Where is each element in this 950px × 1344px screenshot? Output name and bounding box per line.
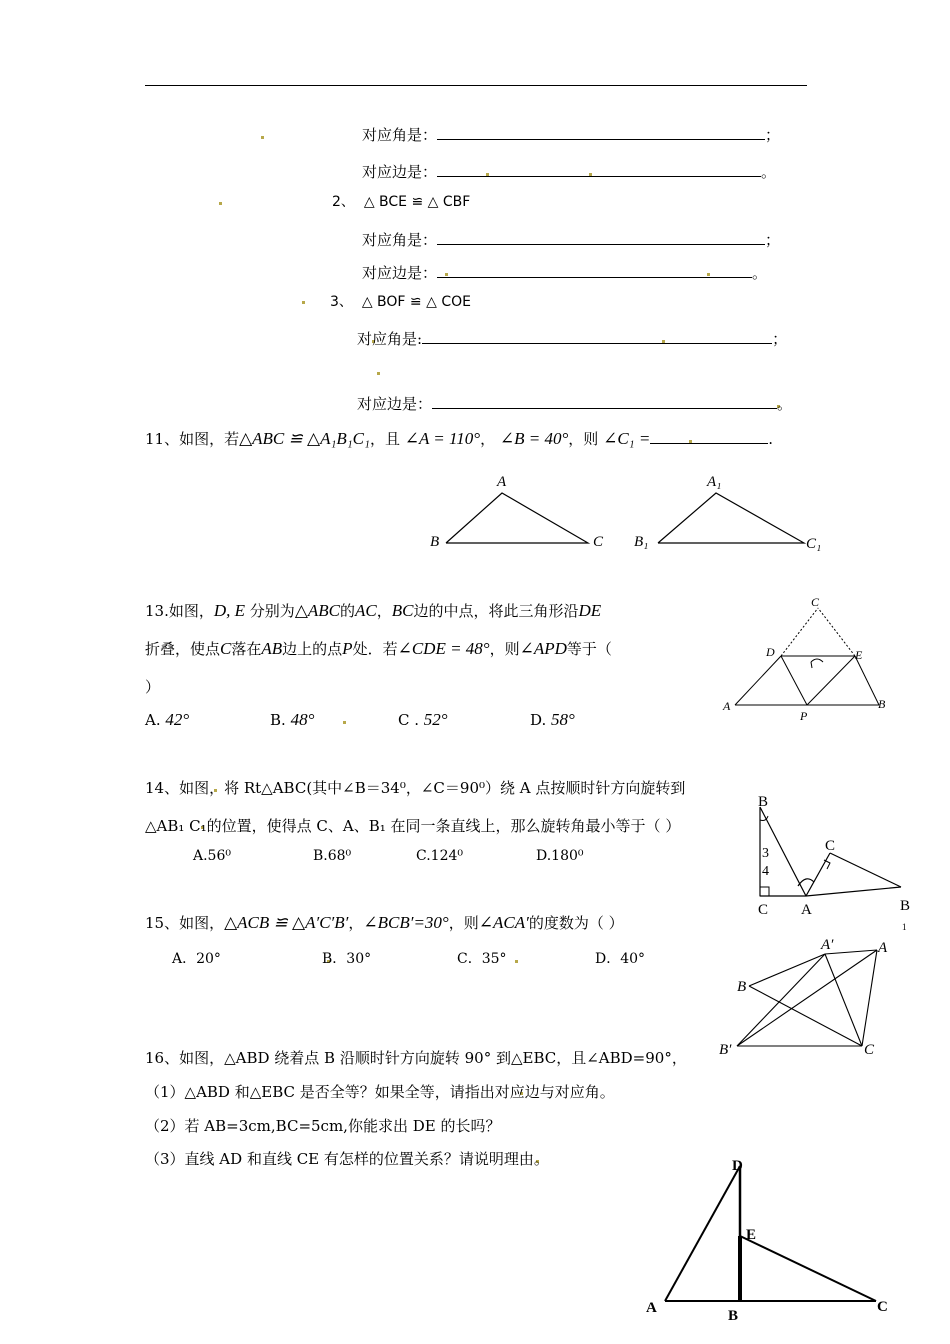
item3-side-blank[interactable] xyxy=(432,394,777,409)
item3-angle-end: ； xyxy=(772,330,788,348)
q14-label-c: C xyxy=(758,902,769,918)
q15-label-c: C xyxy=(864,1042,875,1058)
q13-option-b-label: B. xyxy=(270,711,286,729)
q13-option-d[interactable] xyxy=(530,711,575,729)
item3-angle-blank[interactable] xyxy=(422,329,772,344)
item2-angle-blank[interactable] xyxy=(437,230,765,245)
q13-option-a-value: 42° xyxy=(165,710,190,729)
q15-suffix: ，则 xyxy=(448,914,479,932)
q16-label-b: B xyxy=(728,1308,739,1324)
item2-side-end: 。 xyxy=(752,264,768,282)
q13-figure xyxy=(715,590,895,725)
q13-t11: 等于（ xyxy=(566,640,612,658)
q11-label-b1: B₁ xyxy=(634,534,649,550)
q13-line3: ） xyxy=(145,678,161,696)
q13-bc: BC xyxy=(391,601,414,620)
item2-side-row xyxy=(362,262,767,283)
q13-t2: 分别为 xyxy=(245,602,295,620)
q14-label-b: B xyxy=(758,794,769,810)
q15-figure xyxy=(715,930,895,1065)
q13-options xyxy=(145,710,575,730)
q14-label-4: 4 xyxy=(762,864,769,879)
q14-options xyxy=(193,848,584,864)
block1-angle-end: ； xyxy=(765,126,781,144)
q11-label-b: B xyxy=(430,534,440,550)
q13-ab: AB xyxy=(261,639,283,658)
q11-congruence: △ABC ≌ △A₁B₁C₁ xyxy=(239,429,370,448)
q15-prefix: 15、如图， xyxy=(145,914,225,932)
item2-side-blank[interactable] xyxy=(437,263,752,278)
item3-statement-row xyxy=(330,291,471,311)
item3-side-row xyxy=(357,393,792,414)
q14-option-d[interactable]: D.180⁰ xyxy=(536,848,584,864)
q11-label-c1: C₁ xyxy=(806,536,822,552)
q16-line4: （3）直线 AD 和直线 CE 有怎样的位置关系？请说明理由。 xyxy=(145,1150,549,1168)
q14-option-c[interactable]: C.124⁰ xyxy=(416,848,463,864)
q13-t3: 的 xyxy=(340,602,356,620)
q13-label-e: E xyxy=(855,648,863,662)
q13-de-vars: D, E xyxy=(213,601,246,620)
q13-t9: 处．若 xyxy=(352,640,398,658)
q11-row xyxy=(145,428,773,449)
q11-triangle-a1b1c1 xyxy=(658,493,804,543)
q11-triangle-abc xyxy=(446,493,588,543)
q11-angle-b: ∠B = 40° xyxy=(499,429,569,448)
header-rule xyxy=(145,85,807,86)
item2-angle-end: ； xyxy=(765,231,781,249)
q13-t6: 折叠，使点 xyxy=(145,640,221,658)
q13-label-c: C xyxy=(811,595,820,609)
q11-angle-c1: ∠C₁ = xyxy=(603,429,651,448)
q13-label-p: P xyxy=(800,709,808,723)
q13-p: P xyxy=(342,639,353,658)
item2-angle-label: 对应角是： xyxy=(362,231,438,249)
q16-line1: 16、如图，△ABD 绕着点 B 沿顺时针方向旋转 90° 到△EBC，且∠ABD=90°， xyxy=(145,1049,687,1067)
q11-label-a: A xyxy=(497,474,507,490)
q15-angle: ∠BCB′=30° xyxy=(363,913,449,932)
q13-option-a-label: A. xyxy=(145,711,161,729)
q11-figure xyxy=(420,468,840,558)
q13-t8: 边上的点 xyxy=(282,640,343,658)
q13-option-c[interactable] xyxy=(398,710,530,730)
q11-then: ，则 xyxy=(568,430,599,448)
q14-line1: 14、如图，将 Rt△ABC(其中∠B＝34⁰，∠C＝90⁰）绕 A 点按顺时针方向旋转到 xyxy=(145,779,686,797)
block1-side-row xyxy=(362,161,776,182)
block1-side-blank[interactable] xyxy=(437,162,761,177)
q11-angle-a: ∠A = 110° xyxy=(404,429,481,448)
q15-congruence: △ACB ≌ △A′C′B′ xyxy=(224,913,349,932)
block1-side-label: 对应边是： xyxy=(362,163,438,181)
q14-label-a: A xyxy=(801,902,812,918)
q15-option-a[interactable]: A．20° xyxy=(172,951,221,967)
q14-line2: △AB₁ C₁的位置，使得点 C、A、B₁ 在同一条直线上，那么旋转角最小等于（ ） xyxy=(145,817,681,835)
q15-label-a1: A′ xyxy=(821,937,834,953)
q15-end: 的度数为（ ） xyxy=(528,914,624,932)
q13-option-c-label: C . xyxy=(398,711,420,729)
q15-option-d[interactable]: D．40° xyxy=(595,951,646,967)
q13-de: DE xyxy=(578,601,602,620)
q15-option-c[interactable]: C．35° xyxy=(457,951,507,967)
block1-angle-blank[interactable] xyxy=(437,125,765,140)
q13-option-b-value: 48° xyxy=(290,710,315,729)
q13-t1: 13.如图， xyxy=(145,602,214,620)
q13-label-d: D xyxy=(766,645,775,659)
q11-prefix: 11、如图，若 xyxy=(145,430,240,448)
item2-statement: △ BCE ≌ △ CBF xyxy=(363,194,471,210)
item3-side-label: 对应边是： xyxy=(357,395,433,413)
item3-number: 3、 xyxy=(330,294,353,310)
q13-t4: ， xyxy=(376,602,392,620)
q16-label-e: E xyxy=(746,1227,757,1243)
q15-sep: ， xyxy=(348,914,364,932)
q13-line2 xyxy=(145,638,612,659)
q13-apd: ∠APD xyxy=(519,639,567,658)
q13-t10: ，则 xyxy=(489,640,520,658)
q13-c: C xyxy=(220,639,232,658)
q14-label-b1: B xyxy=(900,898,911,914)
item2-side-label: 对应边是： xyxy=(362,264,438,282)
q13-tri: △ABC xyxy=(294,601,340,620)
q13-label-b: B xyxy=(878,697,886,711)
q11-mid: ，且 xyxy=(369,430,400,448)
q16-label-a: A xyxy=(646,1300,657,1316)
q15-label-b1: B′ xyxy=(719,1042,732,1058)
q13-option-b[interactable] xyxy=(270,710,398,730)
q11-label-a1: A₁ xyxy=(707,474,722,490)
q15-options xyxy=(172,948,645,968)
q13-label-a: A xyxy=(723,699,731,713)
item3-angle-row xyxy=(357,328,787,349)
item3-statement: △ BOF ≌ △ COE xyxy=(361,294,471,310)
block1-angle-row xyxy=(362,124,780,145)
q13-option-d-label: D. xyxy=(530,711,547,729)
q13-cde: ∠CDE = 48° xyxy=(397,639,490,658)
q13-option-a[interactable] xyxy=(145,710,270,730)
item3-side-end: 。 xyxy=(777,395,793,413)
block1-side-end: 。 xyxy=(761,163,777,181)
q14-option-b[interactable]: B.68⁰ xyxy=(313,848,352,864)
q15-target: ∠ACA′ xyxy=(478,913,529,932)
item3-angle-label: 对应角是: xyxy=(357,330,423,348)
item2-angle-row xyxy=(362,229,780,250)
q16-label-d: D xyxy=(732,1158,743,1174)
q15-label-a: A xyxy=(878,940,888,956)
q13-ac: AC xyxy=(355,601,377,620)
q13-t7: 落在 xyxy=(231,640,262,658)
q13-t5: 边的中点，将此三角形沿 xyxy=(413,602,579,620)
q11-end: . xyxy=(768,430,774,448)
q13-line1 xyxy=(145,600,601,621)
q15-option-b[interactable]: B．30° xyxy=(322,951,372,967)
q11-sep: ， xyxy=(480,430,496,448)
q16-label-c: C xyxy=(877,1299,888,1315)
q14-label-b1-sub: 1 xyxy=(902,922,907,932)
item2-number: 2、 xyxy=(332,194,355,210)
q11-answer-blank[interactable] xyxy=(650,429,768,444)
block1-angle-label: 对应角是： xyxy=(362,126,438,144)
q14-figure xyxy=(748,790,918,940)
q14-option-a[interactable]: A.56⁰ xyxy=(193,848,231,864)
q14-label-c1: C xyxy=(825,838,836,854)
q15-row xyxy=(145,912,624,933)
q16-line3: （2）若 AB=3cm,BC=5cm,你能求出 DE 的长吗？ xyxy=(145,1117,501,1135)
q13-option-c-value: 52° xyxy=(423,710,448,729)
item2-statement-row xyxy=(332,191,470,211)
q16-line2: （1）△ABD 和△EBC 是否全等？如果全等，请指出对应边与对应角。 xyxy=(145,1083,615,1101)
q16-figure xyxy=(640,1150,900,1330)
q14-label-3: 3 xyxy=(762,846,769,861)
q13-option-d-value: 58° xyxy=(551,710,575,729)
q11-label-c: C xyxy=(593,534,604,550)
q15-label-b: B xyxy=(737,979,747,995)
